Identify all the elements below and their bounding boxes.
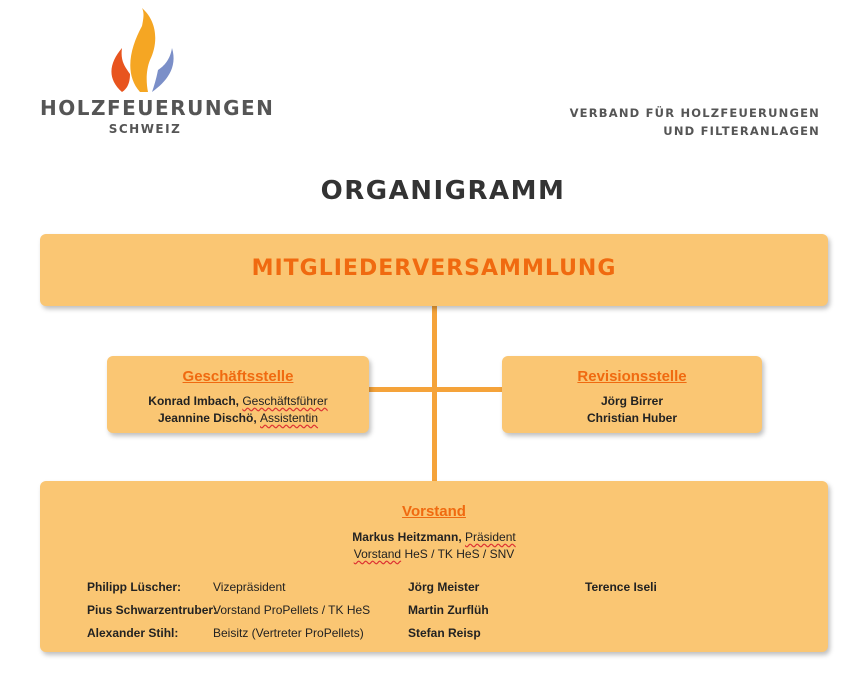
association-line-2: UND FILTERANLAGEN [663,124,820,138]
person-name: Konrad Imbach [148,394,236,408]
member-role: Beisitz (Vertreter ProPellets) [213,626,364,640]
geschaeftsstelle-box [107,356,369,433]
member-name: Alexander Stihl: [87,626,179,640]
separator: , [458,530,465,544]
connector-horizontal [369,387,503,392]
member-name: Philipp Lüscher: [87,580,182,594]
brand-subtitle: SCHWEIZ [108,122,182,136]
brand-name: HOLZFEUERUNGEN [40,96,275,120]
page-title: ORGANIGRAMM [320,176,566,206]
vorstand-president [40,530,828,544]
association-name [570,104,820,140]
president-role: Präsident [465,530,516,544]
geschaeftsstelle-person-2 [107,411,369,425]
geschaeftsstelle-person-1 [107,394,369,408]
president-name: Markus Heitzmann [352,530,459,544]
person-role: Assistentin [260,411,319,425]
member-name: Terence Iseli [585,580,657,594]
flame-logo-icon [100,8,190,94]
mitgliederversammlung-title: MITGLIEDERVERSAMMLUNG [251,256,617,281]
vorstand-president-roles [40,547,828,561]
member-name: Pius Schwarzentruber: [87,603,218,617]
person-name: Jeannine Dischö [157,411,254,425]
vorstand-box [40,481,828,652]
connector-vertical [432,306,437,482]
mitgliederversammlung-box [40,234,828,306]
president-role2-a: Vorstand [353,547,402,561]
vorstand-title: Vorstand [402,503,466,520]
member-name: Jörg Meister [408,580,480,594]
person-role: Geschäftsführer [242,394,328,408]
revisionsstelle-box [502,356,762,433]
revisionsstelle-person-1: Jörg Birrer [600,394,664,408]
separator: , [253,411,260,425]
member-role: Vizepräsident [213,580,286,594]
member-name: Martin Zurflüh [408,603,489,617]
association-line-1: VERBAND FÜR HOLZFEUERUNGEN [569,106,820,120]
revisionsstelle-title: Revisionsstelle [577,368,687,385]
separator: , [235,394,243,408]
president-role2-b: HeS / TK HeS / SNV [401,547,515,561]
member-role: Vorstand ProPellets / TK HeS [213,603,371,617]
revisionsstelle-person-2: Christian Huber [586,411,677,425]
member-name: Stefan Reisp [408,626,481,640]
geschaeftsstelle-title: Geschäftsstelle [182,368,294,385]
logo [40,8,275,138]
